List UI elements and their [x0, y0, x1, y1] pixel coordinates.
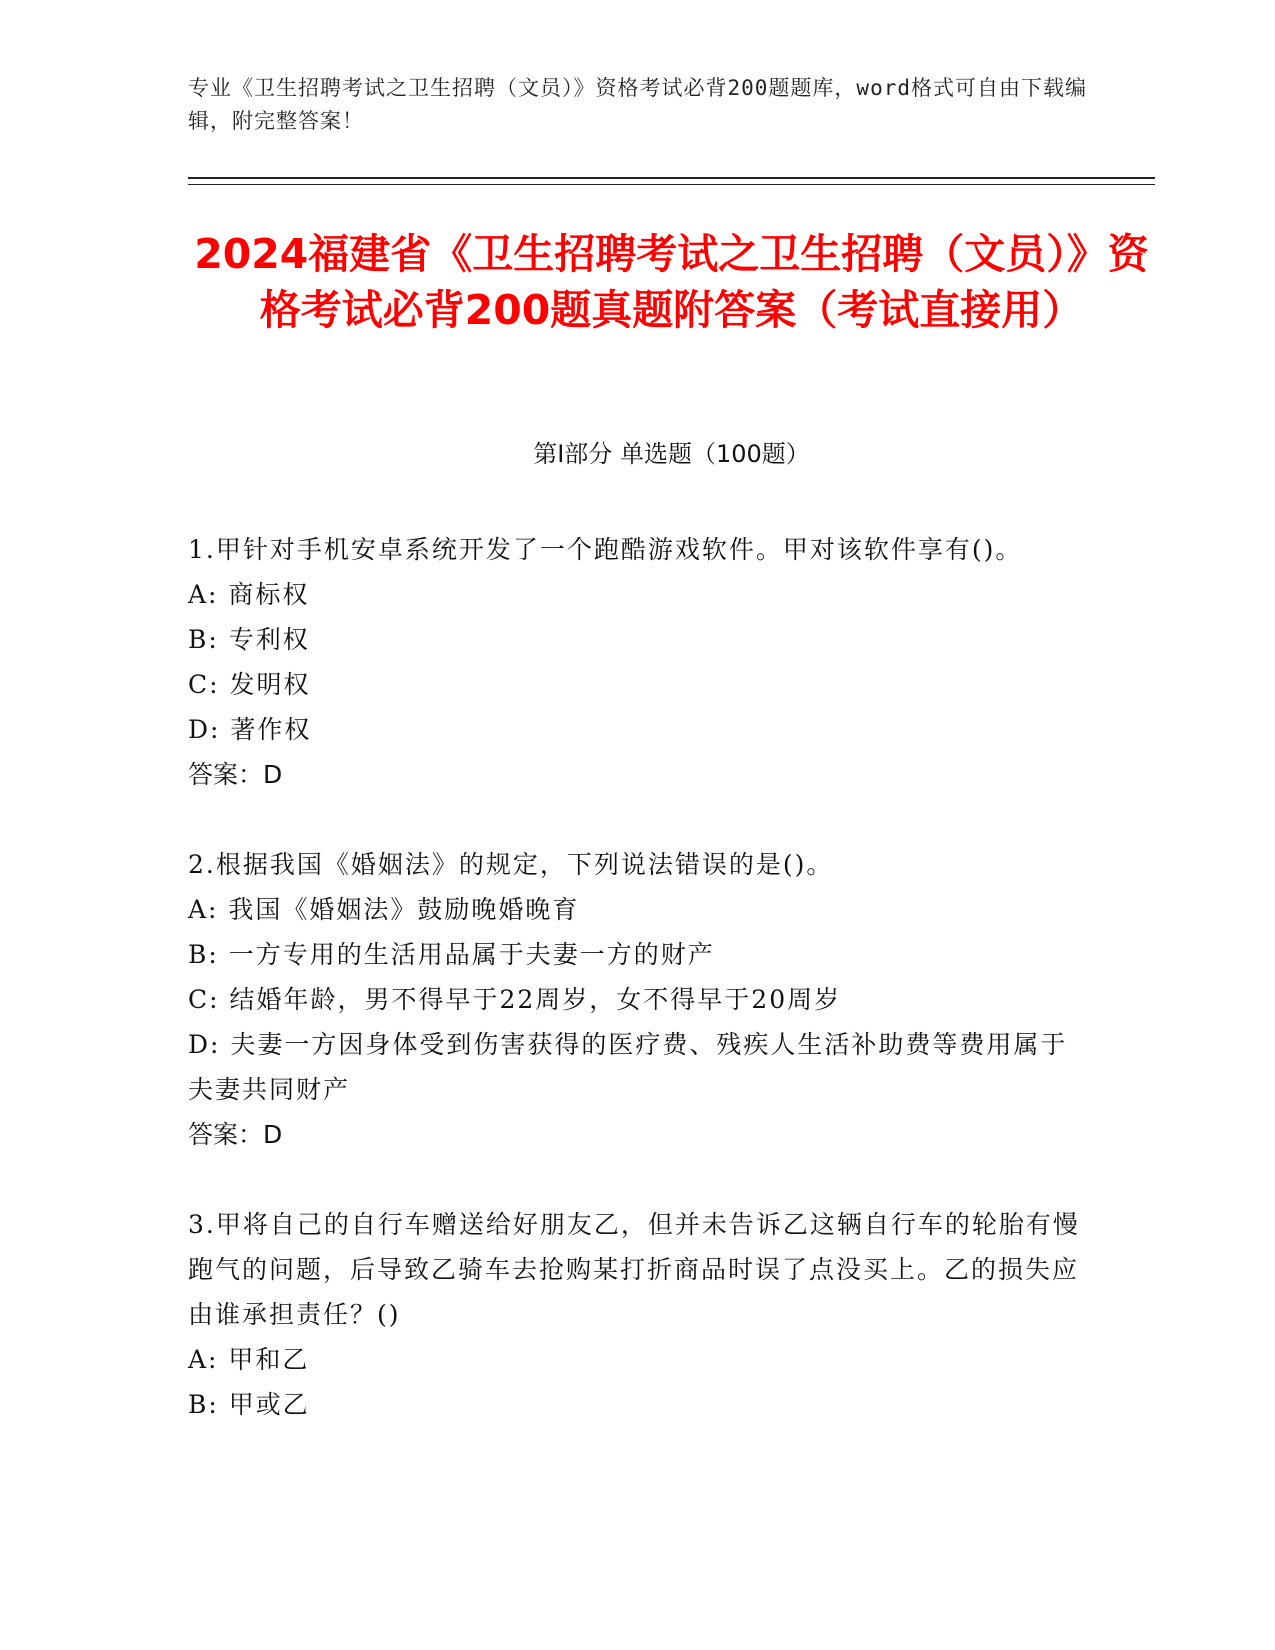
question-2: [188, 842, 1088, 1157]
question-3: [188, 1202, 1088, 1427]
question-1: [188, 527, 1088, 797]
answer-line: 答案：D: [188, 760, 283, 789]
document-title: 2024福建省《卫生招聘考试之卫生招聘（文员）》资格考试必背200题真题附答案（考试直接用）: [194, 230, 1149, 334]
option-b: B: 一方专用的生活用品属于夫妻一方的财产: [188, 940, 715, 969]
question-stem: 2.根据我国《婚姻法》的规定，下列说法错误的是()。: [188, 850, 834, 879]
option-d: D: 著作权: [188, 715, 312, 744]
answer-line: 答案：D: [188, 1120, 283, 1149]
header-divider-thin: [188, 184, 1155, 185]
question-stem: 1.甲针对手机安卓系统开发了一个跑酷游戏软件。甲对该软件享有()。: [188, 535, 1023, 564]
option-a: A: 甲和乙: [188, 1345, 310, 1374]
header-note: 专业《卫生招聘考试之卫生招聘（文员）》资格考试必背200题题库，word格式可自由下载编辑，附完整答案！: [188, 76, 1087, 133]
option-a: A: 商标权: [188, 580, 310, 609]
option-c: C: 结婚年龄，男不得早于22周岁，女不得早于20周岁: [188, 985, 842, 1014]
option-a: A: 我国《婚姻法》鼓励晚婚晚育: [188, 895, 580, 924]
option-b: B: 甲或乙: [188, 1390, 310, 1419]
question-list: [188, 527, 1088, 1472]
section-title: 第Ⅰ部分 单选题（100题）: [533, 440, 810, 468]
question-stem: 3.甲将自己的自行车赠送给好朋友乙，但并未告诉乙这辆自行车的轮胎有慢跑气的问题，后导致乙骑车去抢购某打折商品时误了点没买上。乙的损失应由谁承担责任？(): [188, 1210, 1080, 1329]
option-b: B: 专利权: [188, 625, 310, 654]
option-c: C: 发明权: [188, 670, 311, 699]
option-d: D: 夫妻一方因身体受到伤害获得的医疗费、残疾人生活补助费等费用属于夫妻共同财产: [188, 1030, 1068, 1104]
header-divider-thick: [188, 177, 1155, 179]
